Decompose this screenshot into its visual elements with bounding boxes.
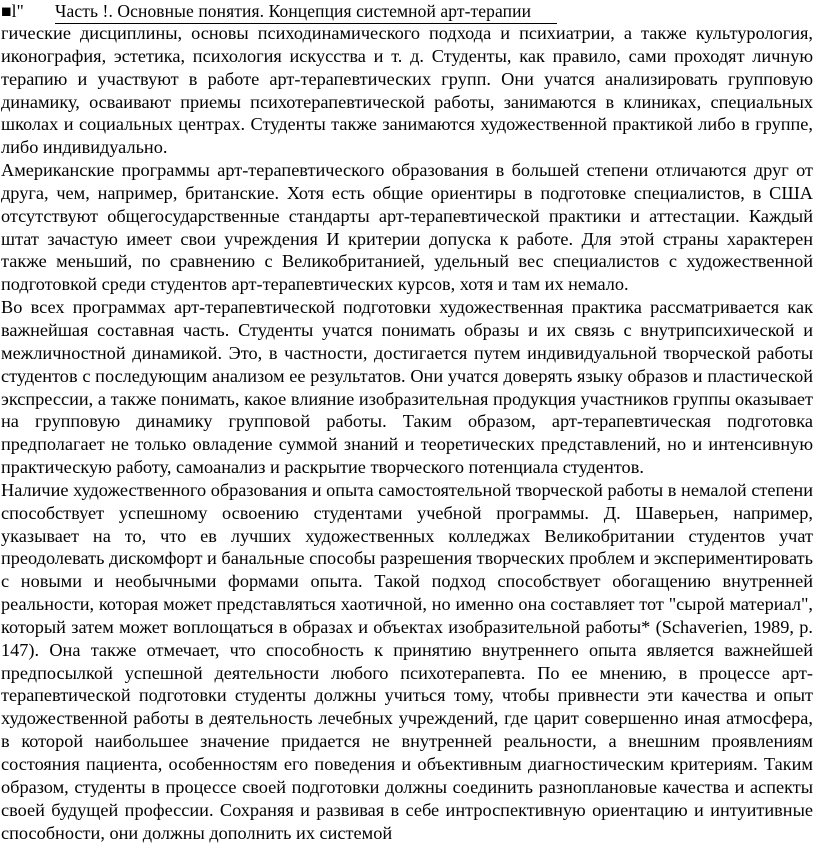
running-header	[1, 0, 813, 22]
paragraph: Наличие художественного образования и опыта самостоятельной творческой работы в немалой степени способствует успешному освоению студентами учебной программы. Д. Шаверьен, например, указывает на то, что ев лучших художественных колледжах Великобритании студентов учат преодолевать дискомфорт и банальные способы разрешения творческих проблем и экспериментировать с новыми и необычными формами опыта. Такой подход способствует обогащению внутренней реальности, которая может представляться хаотичной, но именно она составляет тот "сырой материал", который затем может воплощаться в образах и объектах изобразительной работы* (Schaverien, 1989, р. 147). Она также отмечает, что способность к принятию внутреннего опыта является важнейшей предпосылкой успешной деятельности любого психотерапевта. По ее мнению, в процессе арт-терапевтической подготовки студенты должны учиться тому, чтобы привнести эти качества и опыт художественной работы в деятельность лечебных учреждений, где царит совершенно иная атмосфера, в которой наибольшее значение придается не внутренней реальности, а внешним проявлениям состояния пациента, особенностям его поведения и объективным диагностическим критериям. Таким образом, студенты в процессе своей подготовки должны соединить разноплановые качества и аспекты своей будущей профессии. Сохраняя и развивая в себе интроспективную ориентацию и интуитивные способности, они должны дополнить их системой	[1, 479, 813, 843]
body-text	[1, 22, 813, 844]
paragraph: гические дисциплины, основы психодинамического подхода и психиатрии, а также культурология, иконография, эстетика, психология искусства и т. д. Студенты, как правило, сами проходят личную терапию и участвуют в работе арт-терапевтических групп. Они учатся анализировать групповую динамику, осваивают приемы психотерапевтической работы, занимаются в клиниках, специальных школах и социальных центрах. Студенты также занимаются художественной практикой либо в группе, либо индивидуально.	[1, 23, 813, 158]
paragraph: Во всех программах арт-терапевтической подготовки художественная практика рассматривается как важнейшая составная часть. Студенты учатся понимать образы и их связь с внутрипсихической и межличностной динамикой. Это, в частности, достигается путем индивидуальной творческой работы студентов с последующим анализом ее результатов. Они учатся доверять языку образов и пластической экспрессии, а также понимать, какое влияние изобразительная продукция участников группы оказывает на групповую динамику групповой работы. Таким образом, арт-терапевтическая подготовка предполагает не только овладение суммой знаний и теоретических представлений, но и интенсивную практическую работу, самоанализ и раскрытие творческого потенциала студентов.	[1, 297, 813, 478]
header-title: Часть !. Основные понятия. Концепция системной арт-терапии	[55, 0, 557, 24]
page-mark: ■l"	[1, 1, 24, 21]
paragraph: Американские программы арт-терапевтического образования в большей степени отличаются друг от друга, чем, например, британские. Хотя есть общие ориентиры в подготовке специалистов, в США отсутствуют общегосударственные стандарты арт-терапевтической практики и аттестации. Каждый штат зачастую имеет свои учреждения И критерии допуска к работе. Для этой страны характерен также меньший, по сравнению с Великобританией, удельный вес специалистов с художественной подготовкой среди студентов арт-терапевтических курсов, хотя и там их немало.	[1, 160, 813, 295]
